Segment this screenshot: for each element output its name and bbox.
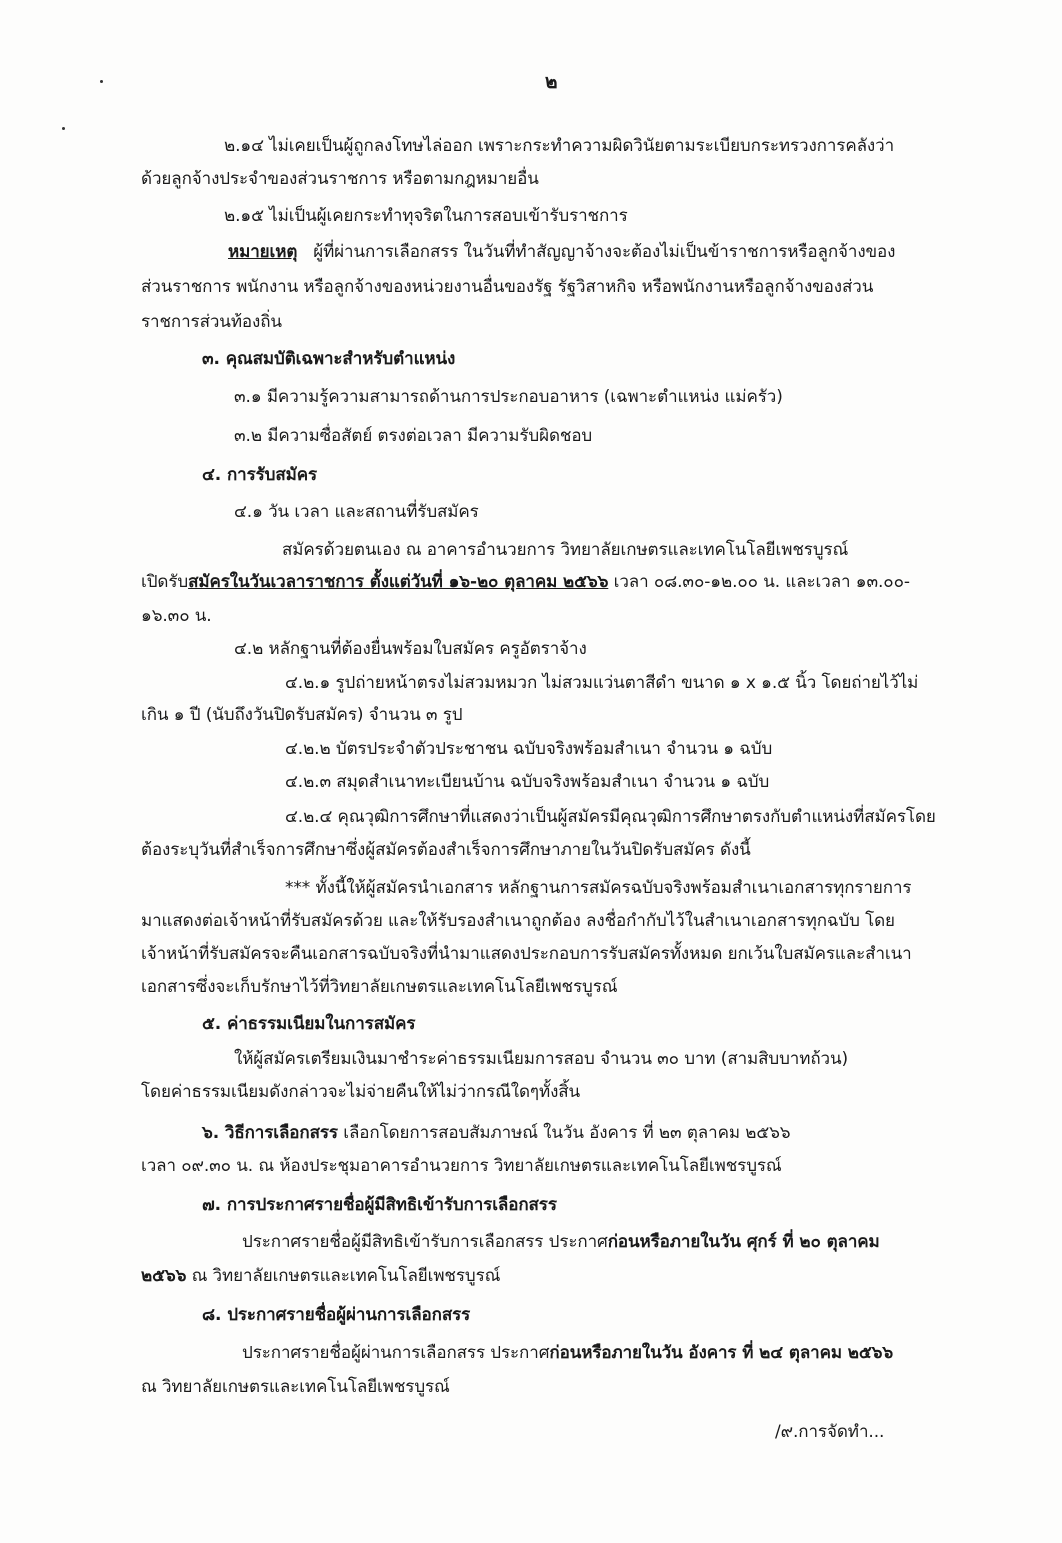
item-3-1: ๓.๑ มีความรู้ความสามารถด้านการประกอบอาหาร (เฉพาะตำแหน่ง แม่ครัว) — [234, 387, 783, 407]
item-4-1: ๔.๑ วัน เวลา และสถานที่รับสมัคร — [234, 502, 479, 522]
page-number: ๒ — [545, 71, 558, 93]
section-4-heading: ๔. การรับสมัคร — [202, 465, 318, 485]
section-7-heading: ๗. การประกาศรายชื่อผู้มีสิทธิเข้ารับการเลือกสรร — [202, 1195, 557, 1215]
remark-text: ผู้ที่ผ่านการเลือกสรร ในวันที่ทำสัญญาจ้างจะต้องไม่เป็นข้าราชการหรือลูกจ้างของ — [313, 242, 896, 262]
section-5-heading: ๕. ค่าธรรมเนียมในการสมัคร — [202, 1014, 416, 1034]
section-8-line1 — [242, 1341, 893, 1365]
item-3-2: ๓.๒ มีความซื่อสัตย์ ตรงต่อเวลา มีความรับผิดชอบ — [234, 426, 593, 446]
section-6-heading: ๖. วิธีการเลือกสรร — [202, 1123, 338, 1143]
section-7-text: ประกาศรายชื่อผู้มีสิทธิเข้ารับการเลือกสรร ประกาศ — [242, 1232, 608, 1252]
item-4-2-1-line1: ๔.๒.๑ รูปถ่ายหน้าตรงไม่สวมหมวก ไม่สวมแว่นตาสีดำ ขนาด ๑ x ๑.๕ นิ้ว โดยถ่ายไว้ไม่ — [285, 673, 919, 693]
item-2-14-line1: ๒.๑๔ ไม่เคยเป็นผู้ถูกลงโทษไล่ออก เพราะกระทำความผิดวินัยตามระเบียบกระทรวงการคลังว่า — [224, 136, 895, 156]
note-line4: เอกสารซึ่งจะเก็บรักษาไว้ที่วิทยาลัยเกษตรและเทคโนโลยีเพชรบูรณ์ — [141, 977, 618, 997]
note-line1: *** ทั้งนี้ให้ผู้สมัครนำเอกสาร หลักฐานการสมัครฉบับจริงพร้อมสำเนาเอกสารทุกรายการ — [285, 878, 912, 898]
note-line2: มาแสดงต่อเจ้าหน้าที่รับสมัครด้วย และให้รับรองสำเนาถูกต้อง ลงชื่อกำกับไว้ในสำเนาเอกสารทุกฉบับ โดย — [141, 911, 895, 931]
section-8-text: ประกาศรายชื่อผู้ผ่านการเลือกสรร ประกาศ — [242, 1343, 550, 1363]
remark-label: หมายเหตุ — [228, 242, 298, 262]
item-4-2-3: ๔.๒.๓ สมุดสำเนาทะเบียนบ้าน ฉบับจริงพร้อมสำเนา จำนวน ๑ ฉบับ — [285, 772, 770, 792]
note-line3: เจ้าหน้าที่รับสมัครจะคืนเอกสารฉบับจริงที่นำมาแสดงประกอบการรับสมัครทั้งหมด ยกเว้นใบสมัครและสำเนา — [141, 944, 912, 964]
item-4-1-text1: สมัครด้วยตนเอง ณ อาคารอำนวยการ วิทยาลัยเกษตรและเทคโนโลยีเพชรบูรณ์ — [282, 540, 849, 560]
section-7-date: ก่อนหรือภายในวัน ศุกร์ ที่ ๒๐ ตุลาคม — [607, 1232, 880, 1252]
item-4-2-4-line1: ๔.๒.๔ คุณวุฒิการศึกษาที่แสดงว่าเป็นผู้สมัครมีคุณวุฒิการศึกษาตรงกับตำแหน่งที่สมัครโดย — [285, 807, 936, 827]
section-7-place: ณ วิทยาลัยเกษตรและเทคโนโลยีเพชรบูรณ์ — [186, 1266, 501, 1286]
section-8-line2: ณ วิทยาลัยเกษตรและเทคโนโลยีเพชรบูรณ์ — [141, 1377, 450, 1397]
section-6-line2: เวลา ๐๙.๓๐ น. ณ ห้องประชุมอาคารอำนวยการ วิทยาลัยเกษตรและเทคโนโลยีเพชรบูรณ์ — [141, 1156, 782, 1176]
continuation-marker: /๙.การจัดทำ... — [775, 1422, 885, 1442]
item-4-2-4-line2: ต้องระบุวันที่สำเร็จการศึกษาซึ่งผู้สมัครต้องสำเร็จการศึกษาภายในวันปิดรับสมัคร ดังนี้ — [141, 840, 751, 860]
section-3-heading: ๓. คุณสมบัติเฉพาะสำหรับตำแหน่ง — [202, 349, 456, 369]
item-2-14-line2: ด้วยลูกจ้างประจำของส่วนราชการ หรือตามกฎหมายอื่น — [141, 169, 539, 189]
item-4-1-text2 — [141, 570, 910, 594]
item-4-2-2: ๔.๒.๒ บัตรประจำตัวประชาชน ฉบับจริงพร้อมสำเนา จำนวน ๑ ฉบับ — [285, 739, 773, 759]
section-8-heading: ๘. ประกาศรายชื่อผู้ผ่านการเลือกสรร — [202, 1305, 471, 1325]
remark-line2: ส่วนราชการ พนักงาน หรือลูกจ้างของหน่วยงานอื่นของรัฐ รัฐวิสาหกิจ หรือพนักงานหรือลูกจ้างของส่วน — [141, 277, 874, 297]
section-5-line1: ให้ผู้สมัครเตรียมเงินมาชำระค่าธรรมเนียมการสอบ จำนวน ๓๐ บาท (สามสิบบาทถ้วน) — [234, 1049, 849, 1069]
section-6-line1 — [202, 1121, 791, 1145]
remark-line1 — [228, 240, 895, 264]
section-6-text: เลือกโดยการสอบสัมภาษณ์ ในวัน อังคาร ที่ ๒๓ ตุลาคม ๒๕๖๖ — [337, 1123, 791, 1143]
section-8-date: ก่อนหรือภายในวัน อังคาร ที่ ๒๔ ตุลาคม ๒๕๖๖ — [549, 1343, 894, 1363]
item-2-15: ๒.๑๕ ไม่เป็นผู้เคยกระทำทุจริตในการสอบเข้ารับราชการ — [224, 206, 628, 226]
open-label: เปิดรับ — [141, 572, 189, 592]
application-times: เวลา ๐๘.๓๐-๑๒.๐๐ น. และเวลา ๑๓.๐๐- — [608, 572, 910, 592]
remark-line3: ราชการส่วนท้องถิ่น — [141, 312, 282, 332]
section-7-year: ๒๕๖๖ — [141, 1266, 187, 1286]
section-7-line1 — [242, 1230, 880, 1254]
scan-speck — [62, 127, 65, 130]
scan-speck — [100, 80, 103, 83]
section-7-line2 — [141, 1264, 500, 1288]
application-dates: สมัครในวันเวลาราชการ ตั้งแต่วันที่ ๑๖-๒๐ ตุลาคม ๒๕๖๖ — [188, 572, 609, 592]
item-4-2-1-line2: เกิน ๑ ปี (นับถึงวันปิดรับสมัคร) จำนวน ๓ รูป — [141, 705, 463, 725]
section-5-line2: โดยค่าธรรมเนียมดังกล่าวจะไม่จ่ายคืนให้ไม่ว่ากรณีใดๆทั้งสิ้น — [141, 1082, 581, 1102]
item-4-2: ๔.๒ หลักฐานที่ต้องยื่นพร้อมใบสมัคร ครูอัตราจ้าง — [234, 639, 587, 659]
item-4-1-text3: ๑๖.๓๐ น. — [141, 606, 212, 626]
